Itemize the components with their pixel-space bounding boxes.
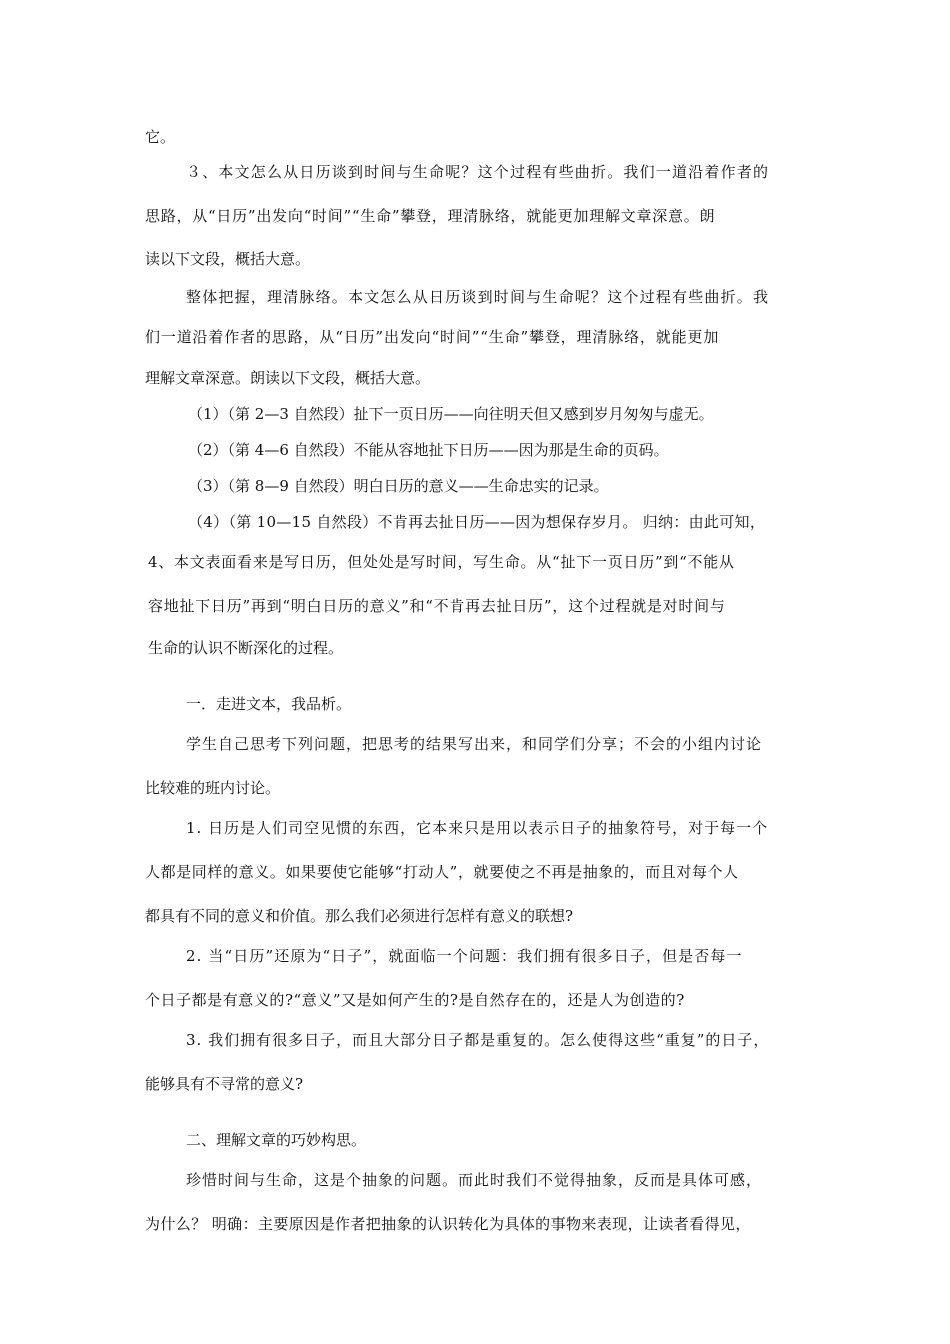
question-text: 能够具有不寻常的意义?: [145, 1075, 304, 1093]
section-heading: 二、理解文章的巧妙构思。: [186, 1131, 367, 1149]
section-heading: 一．走进文本，我品析。: [186, 695, 352, 713]
question-text: 2. 当“日历”还原为“日子”，就面临一个问题：我们拥有很多日子，但是否每一: [186, 947, 743, 965]
text-line: 比较难的班内讨论。: [145, 779, 281, 797]
text-line: 它。: [145, 128, 176, 146]
text-line: 们一道沿着作者的思路，从“日历”出发向“时间”“生命”攀登，理清脉络，就能更加: [145, 328, 720, 346]
list-item: （1）（第 2—3 自然段）扯下一页日历——向往明天但又感到岁月匆匆与虚无。: [188, 405, 714, 423]
text-line: 4、本文表面看来是写日历，但处处是写时间，写生命。从“扯下一页日历”到“不能从: [148, 553, 735, 571]
question-text: 1. 日历是人们司空见惯的东西，它本来只是用以表示日子的抽象符号，对于每一个: [186, 819, 769, 837]
question-text: 3. 我们拥有很多日子，而且大部分日子都是重复的。怎么使得这些“重复”的日子，: [186, 1031, 770, 1049]
text-line: 为什么？ 明确：主要原因是作者把抽象的认识转化为具体的事物来表现，让读者看得见，: [145, 1215, 751, 1233]
text-line: 容地扯下日历”再到“明白日历的意义”和“不肯再去扯日历”，这个过程就是对时间与: [148, 597, 726, 615]
text-line: 珍惜时间与生命，这是个抽象的问题。而此时我们不觉得抽象，反而是具体可感，: [186, 1171, 763, 1189]
text-line: 学生自己思考下列问题，把思考的结果写出来，和同学们分享；不会的小组内讨论: [186, 735, 763, 753]
text-line: 读以下文段，概括大意。: [145, 250, 311, 268]
text-line: 生命的认识不断深化的过程。: [148, 639, 344, 657]
question-text: 人都是同样的意义。如果要使它能够“打动人”，就要使之不再是抽象的，而且对每个人: [145, 863, 739, 881]
list-item: （3）（第 8—9 自然段）明白日历的意义——生命忠实的记录。: [188, 477, 609, 495]
list-item: （2）（第 4—6 自然段）不能从容地扯下日历——因为那是生命的页码。: [188, 441, 669, 459]
text-line: 理解文章深意。朗读以下文段，概括大意。: [145, 369, 431, 387]
text-line: 整体把握，理清脉络。本文怎么从日历谈到时间与生命呢？这个过程有些曲折。我: [186, 288, 770, 306]
text-line: ３、本文怎么从日历谈到时间与生命呢？这个过程有些曲折。我们一道沿着作者的: [186, 163, 770, 181]
text-line: 思路，从“日历”出发向“时间”“生命”攀登，理清脉络，就能更加理解文章深意。朗: [145, 207, 716, 225]
list-item: （4）（第 10—15 自然段）不肯再去扯日历——因为想保存岁月。 归纳：由此可知，: [188, 513, 766, 531]
question-text: 个日子都是有意义的?“意义”又是如何产生的?是自然存在的，还是人为创造的?: [145, 991, 685, 1009]
question-text: 都具有不同的意义和价值。那么我们必须进行怎样有意义的联想?: [145, 907, 574, 925]
